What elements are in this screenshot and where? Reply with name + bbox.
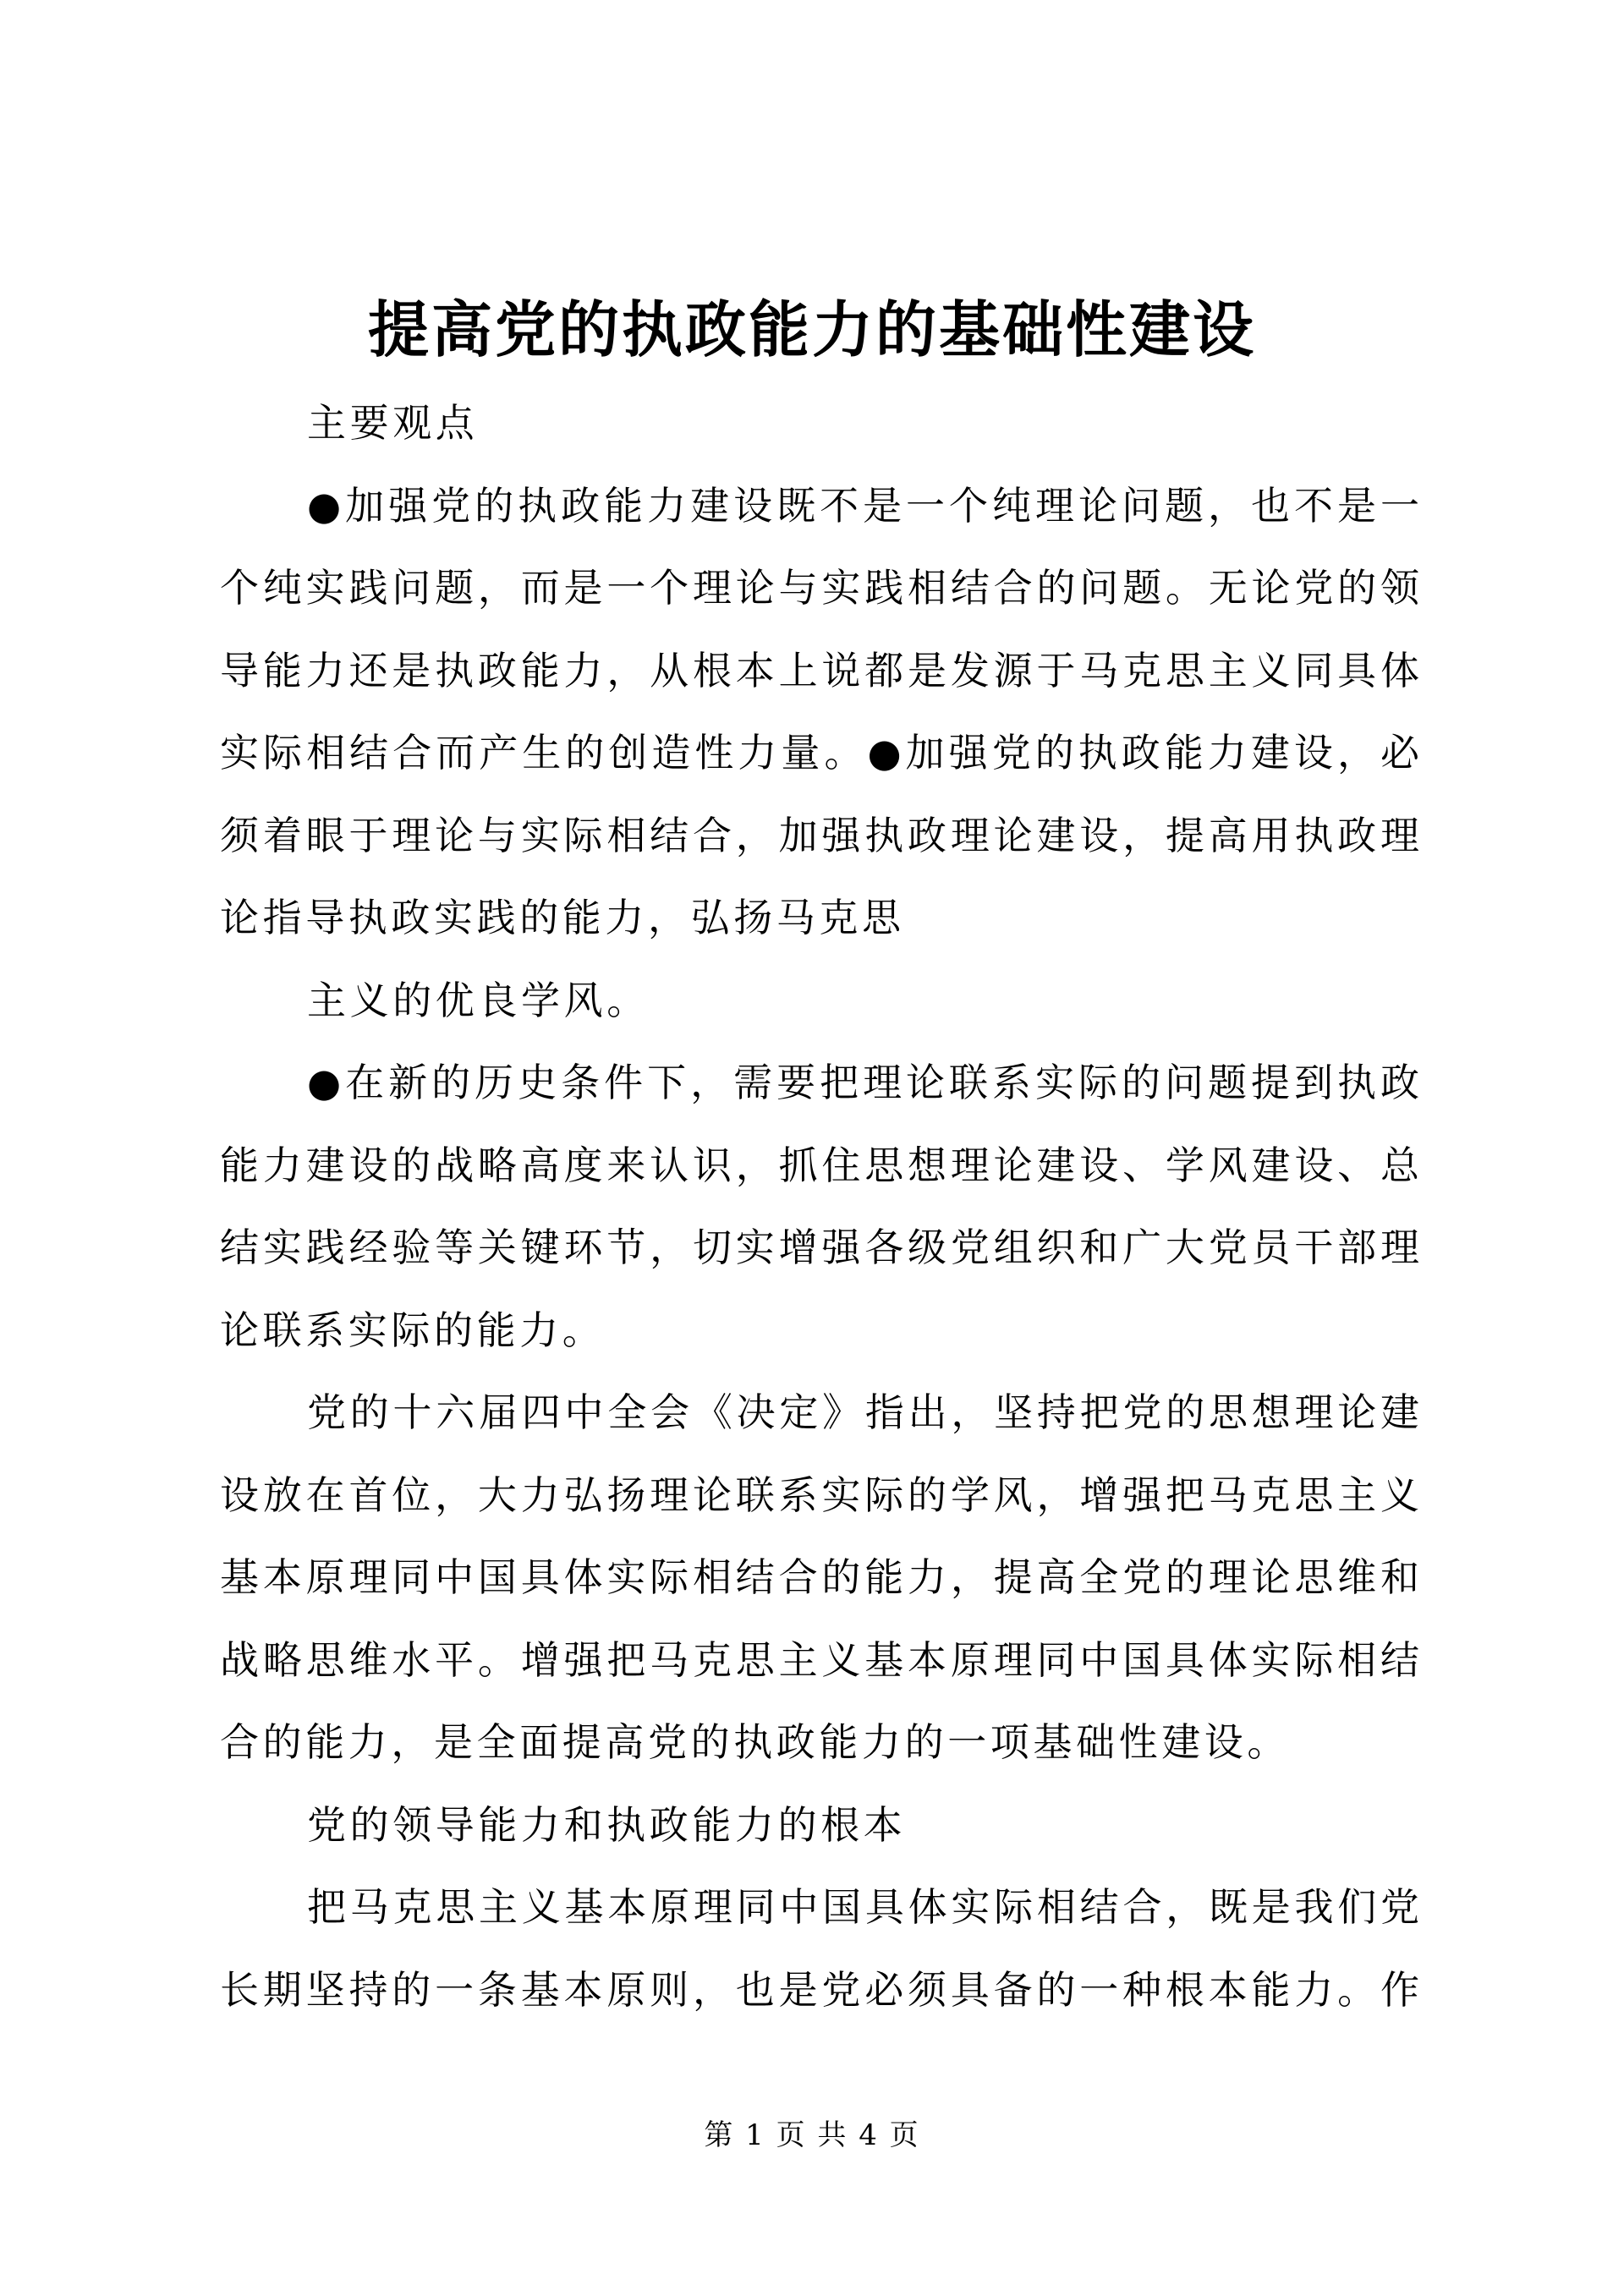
body-line: 战略思维水平。增强把马克思主义基本原理同中国具体实际相结 [220, 1636, 1419, 1683]
body-line: 基本原理同中国具体实际相结合的能力，提高全党的理论思维和 [220, 1554, 1419, 1600]
body-line: 论指导执政实践的能力，弘扬马克思 [220, 895, 905, 940]
body-line: 把马克思主义基本原理同中国具体实际相结合，既是我们党 [307, 1884, 1419, 1930]
body-line: 导能力还是执政能力，从根本上说都是发源于马克思主义同具体 [220, 647, 1419, 693]
body-line: 主义的优良学风。 [307, 977, 650, 1023]
body-line: 须着眼于理论与实际相结合，加强执政理论建设，提高用执政理 [220, 812, 1419, 858]
body-line: 长期坚持的一条基本原则，也是党必须具备的一种根本能力。作 [220, 1966, 1419, 2013]
page-number-footer: 第 1 页 共 4 页 [704, 2118, 920, 2152]
document-title: 提高党的执政能力的基础性建设 [367, 294, 1256, 365]
body-line: 个纯实践问题，而是一个理论与实践相结合的问题。无论党的领 [220, 565, 1419, 611]
body-line: 党的领导能力和执政能力的根本 [307, 1801, 907, 1848]
body-line: 能力建设的战略高度来认识，抓住思想理论建设、学风建设、总 [220, 1142, 1419, 1188]
document-body [220, 382, 1419, 2031]
body-line: 结实践经验等关键环节，切实增强各级党组织和广大党员干部理 [220, 1225, 1419, 1270]
body-line: 论联系实际的能力。 [220, 1307, 606, 1353]
body-line: 主要观点 [307, 400, 479, 446]
body-line: ●在新的历史条件下，需要把理论联系实际的问题提到执政 [307, 1060, 1419, 1105]
body-line: 党的十六届四中全会《决定》指出，坚持把党的思想理论建 [307, 1389, 1419, 1435]
body-line: 实际相结合而产生的创造性力量。●加强党的执政能力建设，必 [220, 730, 1419, 775]
body-line: 合的能力，是全面提高党的执政能力的一项基础性建设。 [220, 1719, 1290, 1765]
body-line: ●加强党的执政能力建设既不是一个纯理论问题，也不是一 [307, 482, 1419, 529]
body-line: 设放在首位，大力弘扬理论联系实际的学风，增强把马克思主义 [220, 1471, 1419, 1518]
